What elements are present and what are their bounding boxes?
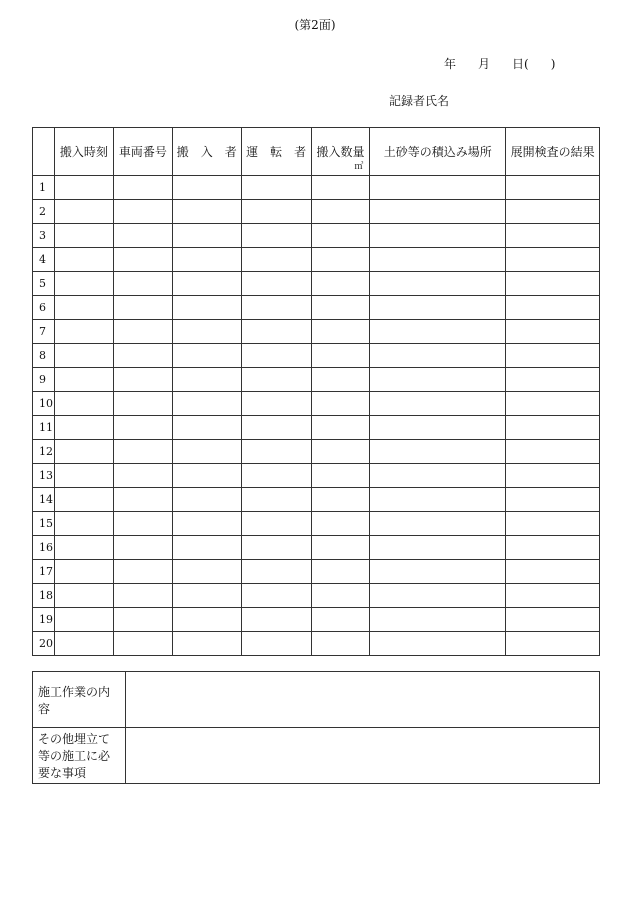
table-cell[interactable] bbox=[113, 176, 172, 200]
table-cell[interactable] bbox=[370, 368, 506, 392]
table-cell[interactable] bbox=[311, 248, 370, 272]
table-row bbox=[33, 296, 600, 320]
table-cell[interactable] bbox=[172, 272, 241, 296]
recorder-name-label: 記録者氏名 bbox=[389, 94, 450, 108]
col-deliverer: 搬 入 者 bbox=[172, 128, 241, 176]
table-cell[interactable] bbox=[370, 440, 506, 464]
row-number: 18 bbox=[33, 584, 55, 608]
table-cell[interactable] bbox=[506, 536, 600, 560]
delivery-record-table bbox=[32, 127, 600, 656]
date-month-label: 月 bbox=[478, 57, 491, 71]
table-cell[interactable] bbox=[311, 224, 370, 248]
cubic-meter-unit: ㎥ bbox=[354, 162, 364, 172]
table-cell[interactable] bbox=[506, 584, 600, 608]
table-cell[interactable] bbox=[311, 632, 370, 656]
table-cell[interactable] bbox=[172, 200, 241, 224]
row-number: 2 bbox=[33, 200, 55, 224]
table-cell[interactable] bbox=[241, 176, 311, 200]
col-driver: 運 転 者 bbox=[241, 128, 311, 176]
row-number: 12 bbox=[33, 440, 55, 464]
table-cell[interactable] bbox=[172, 464, 241, 488]
page-number: (第2面) bbox=[294, 18, 336, 32]
table-cell[interactable] bbox=[506, 464, 600, 488]
table-cell[interactable] bbox=[113, 296, 172, 320]
table-row bbox=[33, 320, 600, 344]
table-cell[interactable] bbox=[113, 608, 172, 632]
table-cell[interactable] bbox=[241, 248, 311, 272]
date-weekday-close: ) bbox=[550, 57, 556, 71]
row-number: 7 bbox=[33, 320, 55, 344]
table-cell[interactable] bbox=[241, 320, 311, 344]
table-cell[interactable] bbox=[113, 320, 172, 344]
table-cell[interactable] bbox=[311, 608, 370, 632]
table-cell[interactable] bbox=[241, 512, 311, 536]
row-number: 3 bbox=[33, 224, 55, 248]
table-cell[interactable] bbox=[172, 248, 241, 272]
table-cell[interactable] bbox=[370, 320, 506, 344]
table-cell[interactable] bbox=[172, 488, 241, 512]
table-cell[interactable] bbox=[506, 344, 600, 368]
table-row bbox=[33, 368, 600, 392]
table-cell[interactable] bbox=[172, 512, 241, 536]
table-cell[interactable] bbox=[54, 488, 113, 512]
table-cell[interactable] bbox=[506, 368, 600, 392]
date-line bbox=[444, 55, 555, 72]
row-number-header bbox=[33, 128, 55, 176]
table-cell[interactable] bbox=[370, 248, 506, 272]
table-cell[interactable] bbox=[370, 488, 506, 512]
col-delivery-time: 搬入時刻 bbox=[54, 128, 113, 176]
table-cell[interactable] bbox=[113, 488, 172, 512]
table-cell[interactable] bbox=[370, 560, 506, 584]
table-cell[interactable] bbox=[54, 296, 113, 320]
table-cell[interactable] bbox=[54, 536, 113, 560]
table-cell[interactable] bbox=[370, 200, 506, 224]
table-cell[interactable] bbox=[241, 464, 311, 488]
table-cell[interactable] bbox=[54, 464, 113, 488]
table-cell[interactable] bbox=[241, 488, 311, 512]
table-cell[interactable] bbox=[370, 224, 506, 248]
table-cell[interactable] bbox=[113, 512, 172, 536]
table-cell[interactable] bbox=[54, 248, 113, 272]
table-cell[interactable] bbox=[54, 344, 113, 368]
table-cell[interactable] bbox=[241, 368, 311, 392]
row-number: 15 bbox=[33, 512, 55, 536]
table-cell[interactable] bbox=[241, 392, 311, 416]
table-cell[interactable] bbox=[172, 368, 241, 392]
table-cell[interactable] bbox=[311, 344, 370, 368]
row-number: 17 bbox=[33, 560, 55, 584]
table-cell[interactable] bbox=[54, 224, 113, 248]
date-day-label: 日( bbox=[512, 57, 529, 71]
table-cell[interactable] bbox=[311, 296, 370, 320]
table-cell[interactable] bbox=[113, 632, 172, 656]
table-cell[interactable] bbox=[113, 224, 172, 248]
table-row bbox=[33, 536, 600, 560]
table-cell[interactable] bbox=[311, 176, 370, 200]
table-row bbox=[33, 344, 600, 368]
table-row bbox=[33, 632, 600, 656]
table-cell[interactable] bbox=[241, 608, 311, 632]
table-cell[interactable] bbox=[113, 200, 172, 224]
table-cell[interactable] bbox=[370, 536, 506, 560]
row-number: 8 bbox=[33, 344, 55, 368]
table-cell[interactable] bbox=[506, 296, 600, 320]
table-cell[interactable] bbox=[172, 224, 241, 248]
table-cell[interactable] bbox=[113, 464, 172, 488]
table-cell[interactable] bbox=[54, 392, 113, 416]
table-row bbox=[33, 416, 600, 440]
row-number: 1 bbox=[33, 176, 55, 200]
table-cell[interactable] bbox=[506, 560, 600, 584]
table-cell[interactable] bbox=[113, 272, 172, 296]
table-cell[interactable] bbox=[54, 440, 113, 464]
table-cell[interactable] bbox=[506, 608, 600, 632]
table-row bbox=[33, 728, 600, 784]
table-cell[interactable] bbox=[506, 272, 600, 296]
table-cell[interactable] bbox=[506, 392, 600, 416]
row-number: 11 bbox=[33, 416, 55, 440]
table-row bbox=[33, 440, 600, 464]
table-cell[interactable] bbox=[311, 488, 370, 512]
table-cell[interactable] bbox=[506, 488, 600, 512]
table-cell[interactable] bbox=[172, 440, 241, 464]
table-header-row bbox=[33, 128, 600, 176]
table-cell[interactable] bbox=[506, 416, 600, 440]
table-cell[interactable] bbox=[506, 320, 600, 344]
col-inspection-result: 展開検査の結果 bbox=[506, 128, 600, 176]
col-delivery-quantity bbox=[311, 128, 370, 176]
table-cell[interactable] bbox=[54, 200, 113, 224]
row-number: 20 bbox=[33, 632, 55, 656]
col-loading-place: 土砂等の積込み場所 bbox=[370, 128, 506, 176]
table-row bbox=[33, 392, 600, 416]
table-cell[interactable] bbox=[241, 344, 311, 368]
table-cell[interactable] bbox=[172, 632, 241, 656]
row-number: 16 bbox=[33, 536, 55, 560]
table-cell[interactable] bbox=[113, 344, 172, 368]
other-items-label: その他埋立て等の施工に必要な事項 bbox=[33, 728, 126, 784]
table-cell[interactable] bbox=[370, 344, 506, 368]
table-row bbox=[33, 224, 600, 248]
table-cell[interactable] bbox=[113, 584, 172, 608]
table-row bbox=[33, 584, 600, 608]
table-cell[interactable] bbox=[370, 632, 506, 656]
table-cell[interactable] bbox=[54, 584, 113, 608]
table-cell[interactable] bbox=[172, 584, 241, 608]
table-cell[interactable] bbox=[506, 200, 600, 224]
table-cell[interactable] bbox=[54, 608, 113, 632]
table-cell[interactable] bbox=[370, 608, 506, 632]
table-cell[interactable] bbox=[241, 560, 311, 584]
table-cell[interactable] bbox=[506, 248, 600, 272]
table-cell[interactable] bbox=[172, 416, 241, 440]
row-number: 4 bbox=[33, 248, 55, 272]
table-cell[interactable] bbox=[172, 176, 241, 200]
table-cell[interactable] bbox=[370, 272, 506, 296]
row-number: 14 bbox=[33, 488, 55, 512]
table-cell[interactable] bbox=[241, 416, 311, 440]
row-number: 6 bbox=[33, 296, 55, 320]
table-cell[interactable] bbox=[370, 464, 506, 488]
table-cell[interactable] bbox=[113, 560, 172, 584]
table-cell[interactable] bbox=[311, 368, 370, 392]
table-row bbox=[33, 464, 600, 488]
table-cell[interactable] bbox=[311, 440, 370, 464]
table-cell[interactable] bbox=[172, 560, 241, 584]
table-cell[interactable] bbox=[506, 632, 600, 656]
table-cell[interactable] bbox=[172, 296, 241, 320]
table-cell[interactable] bbox=[370, 296, 506, 320]
table-cell[interactable] bbox=[54, 320, 113, 344]
table-cell[interactable] bbox=[54, 512, 113, 536]
table-cell[interactable] bbox=[113, 440, 172, 464]
table-cell[interactable] bbox=[311, 392, 370, 416]
table-cell[interactable] bbox=[172, 392, 241, 416]
table-cell[interactable] bbox=[241, 440, 311, 464]
table-cell[interactable] bbox=[311, 272, 370, 296]
table-cell[interactable] bbox=[370, 584, 506, 608]
table-cell[interactable] bbox=[506, 224, 600, 248]
table-cell[interactable] bbox=[241, 224, 311, 248]
col-vehicle-number: 車両番号 bbox=[113, 128, 172, 176]
table-cell[interactable] bbox=[370, 392, 506, 416]
table-cell[interactable] bbox=[241, 632, 311, 656]
table-cell[interactable] bbox=[506, 440, 600, 464]
table-cell[interactable] bbox=[241, 536, 311, 560]
row-number: 10 bbox=[33, 392, 55, 416]
work-content-label: 施工作業の内容 bbox=[33, 672, 126, 728]
table-cell[interactable] bbox=[172, 320, 241, 344]
table-cell[interactable] bbox=[241, 296, 311, 320]
table-cell[interactable] bbox=[172, 536, 241, 560]
table-cell[interactable] bbox=[370, 176, 506, 200]
table-cell[interactable] bbox=[113, 392, 172, 416]
table-cell[interactable] bbox=[172, 344, 241, 368]
table-cell[interactable] bbox=[54, 560, 113, 584]
table-row bbox=[33, 200, 600, 224]
table-row bbox=[33, 488, 600, 512]
table-cell[interactable] bbox=[311, 584, 370, 608]
table-cell[interactable] bbox=[311, 464, 370, 488]
table-cell[interactable] bbox=[172, 608, 241, 632]
table-row bbox=[33, 248, 600, 272]
table-cell[interactable] bbox=[506, 176, 600, 200]
table-row bbox=[33, 560, 600, 584]
table-row bbox=[33, 512, 600, 536]
table-cell[interactable] bbox=[54, 176, 113, 200]
table-row bbox=[33, 672, 600, 728]
table-cell[interactable] bbox=[311, 560, 370, 584]
table-row bbox=[33, 272, 600, 296]
date-year-label: 年 bbox=[444, 57, 457, 71]
col-delivery-quantity-label: 搬入数量 bbox=[316, 145, 365, 159]
table-cell[interactable] bbox=[370, 416, 506, 440]
table-cell[interactable] bbox=[311, 320, 370, 344]
table-cell[interactable] bbox=[54, 416, 113, 440]
table-cell[interactable] bbox=[506, 512, 600, 536]
row-number: 5 bbox=[33, 272, 55, 296]
other-items-field[interactable] bbox=[126, 728, 600, 784]
row-number: 19 bbox=[33, 608, 55, 632]
table-cell[interactable] bbox=[113, 536, 172, 560]
table-cell[interactable] bbox=[311, 512, 370, 536]
table-cell[interactable] bbox=[241, 584, 311, 608]
notes-table bbox=[32, 671, 600, 784]
row-number: 9 bbox=[33, 368, 55, 392]
table-cell[interactable] bbox=[54, 368, 113, 392]
table-cell[interactable] bbox=[113, 248, 172, 272]
table-cell[interactable] bbox=[241, 272, 311, 296]
table-row bbox=[33, 176, 600, 200]
table-cell[interactable] bbox=[370, 512, 506, 536]
table-cell[interactable] bbox=[113, 368, 172, 392]
table-cell[interactable] bbox=[113, 416, 172, 440]
table-cell[interactable] bbox=[54, 272, 113, 296]
table-row bbox=[33, 608, 600, 632]
table-cell[interactable] bbox=[311, 200, 370, 224]
table-cell[interactable] bbox=[311, 536, 370, 560]
table-cell[interactable] bbox=[311, 416, 370, 440]
table-cell[interactable] bbox=[241, 200, 311, 224]
work-content-field[interactable] bbox=[126, 672, 600, 728]
row-number: 13 bbox=[33, 464, 55, 488]
table-cell[interactable] bbox=[54, 632, 113, 656]
